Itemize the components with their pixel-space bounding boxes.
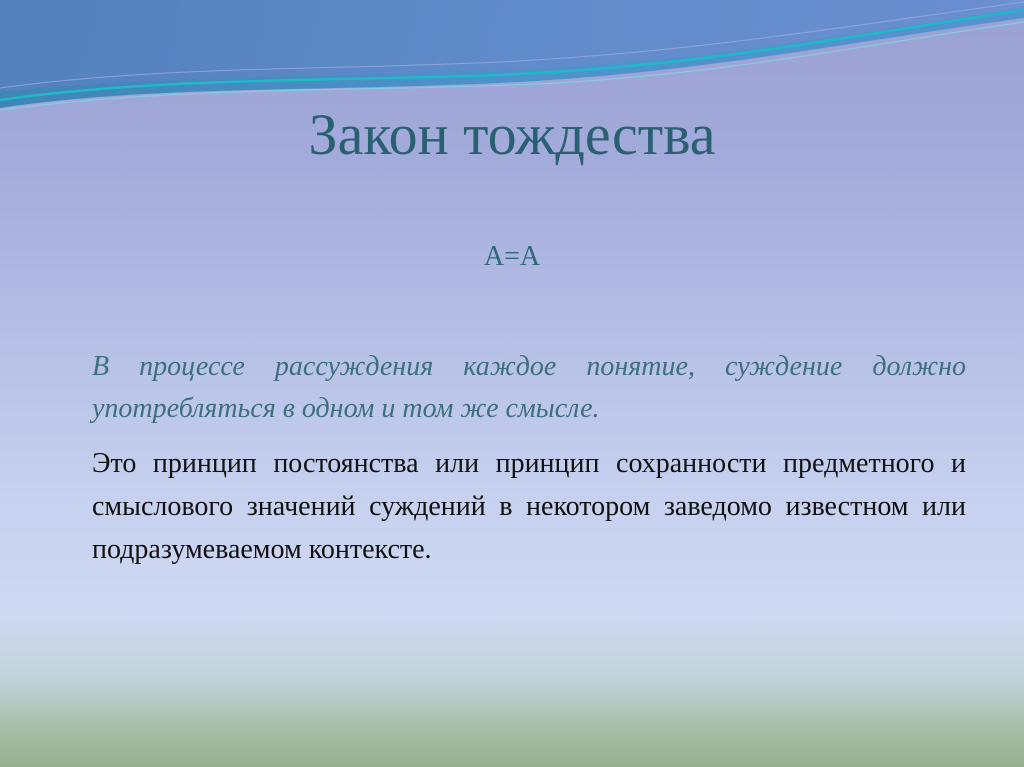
identity-formula: А=А	[483, 241, 541, 272]
law-definition: В процессе рассуждения каждое понятие, суждение должно употребляться в одном и том же смысле.	[92, 351, 966, 424]
slide-title: Закон тождества	[308, 102, 716, 167]
law-explanation: Это принцип постоянства или принцип сохранности предметного и смыслового значений суждений в некотором заведомо известном или подразумеваемом контексте.	[92, 448, 966, 565]
